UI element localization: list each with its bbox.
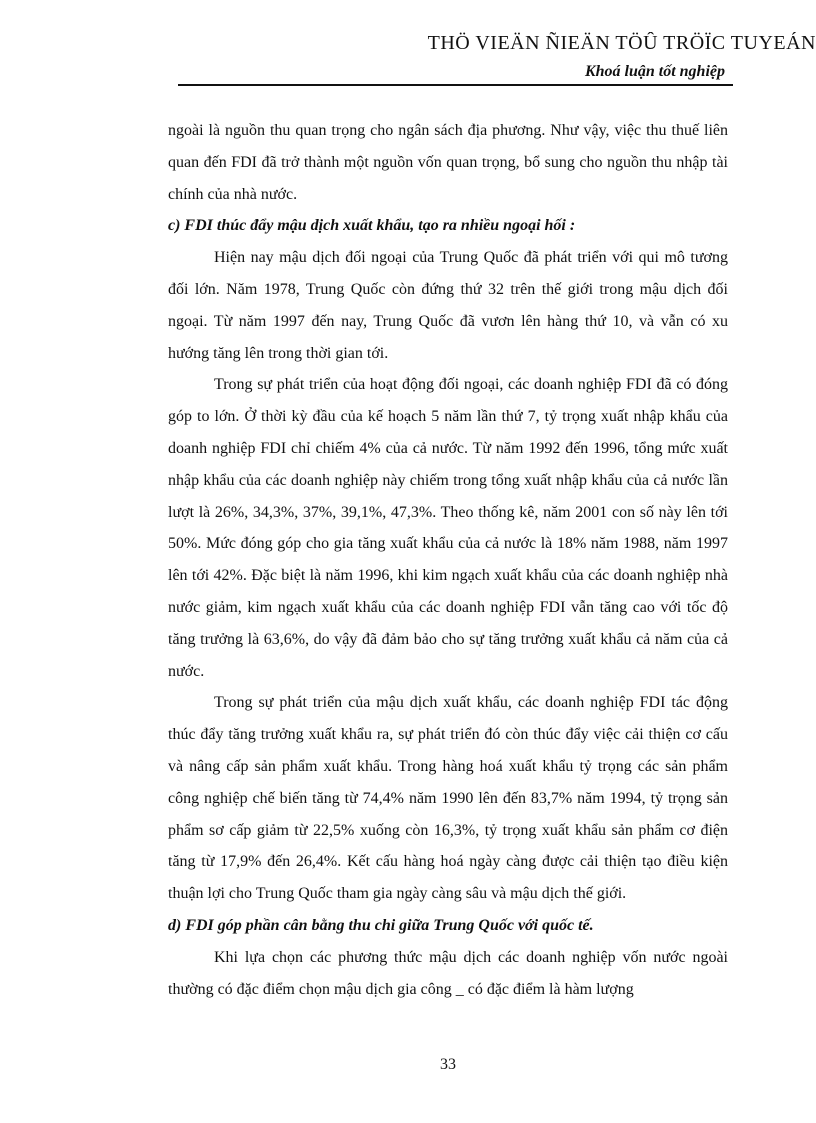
page-number: 33 <box>440 1056 456 1073</box>
body-paragraph: ngoài là nguồn thu quan trọng cho ngân sách địa phương. Như vậy, việc thu thuế liên quan đến FDI đã trở thành một nguồn vốn quan trọng, bổ sung cho nguồn thu nhập tài chính của nhà nước. <box>168 122 728 203</box>
body-paragraph: Trong sự phát triển của mậu dịch xuất khẩu, các doanh nghiệp FDI tác động thúc đẩy tăng trưởng xuất khẩu ra, sự phát triển đó còn thúc đẩy việc cải thiện cơ cấu và nâng cấp sản phẩm xuất khẩu. Trong hàng hoá xuất khẩu tỷ trọng các sản phẩm công nghiệp chế biến tăng từ 74,4% năm 1990 lên đến 83,7% năm 1994, tỷ trọng sản phẩm sơ cấp giảm từ 22,5% xuống còn 16,3%, tỷ trọng xuất khẩu sản phẩm cơ điện tăng từ 17,9% đến 26,4%. Kết cấu hàng hoá ngày càng được cải thiện tạo điều kiện thuận lợi cho Trung Quốc tham gia ngày càng sâu và mậu dịch thế giới. <box>168 694 728 903</box>
section-heading: d) FDI góp phần cân bằng thu chi giữa Trung Quốc với quốc tế. <box>168 916 594 934</box>
page-body <box>168 115 728 1005</box>
page-header-title: THÖ VIEÄN ÑIEÄN TÖÛ TRÖÏC TUYEÁN <box>427 32 816 54</box>
section-heading: c) FDI thúc đẩy mậu dịch xuất khẩu, tạo ra nhiều ngoại hối : <box>168 217 576 235</box>
body-paragraph: Khi lựa chọn các phương thức mậu dịch các doanh nghiệp vốn nước ngoài thường có đặc điểm chọn mậu dịch gia công _ có đặc điểm là hàm lượng <box>168 948 728 998</box>
body-paragraph: Trong sự phát triển của hoạt động đối ngoại, các doanh nghiệp FDI đã có đóng góp to lớn. Ở thời kỳ đầu của kế hoạch 5 năm lần thứ 7, tỷ trọng xuất nhập khẩu của doanh nghiệp FDI chỉ chiếm 4% của cả nước. Từ năm 1992 đến 1996, tổng mức xuất nhập khẩu của các doanh nghiệp này chiếm trong tổng xuất nhập khẩu của cả nước lần lượt là 26%, 34,3%, 37%, 39,1%, 47,3%. Theo thống kê, năm 2001 con số này lên tới 50%. Mức đóng góp cho gia tăng xuất khẩu của cả nước là 18% năm 1988, năm 1997 lên tới 42%. Đặc biệt là năm 1996, khi kim ngạch xuất khẩu của các doanh nghiệp nhà nước giảm, kim ngạch xuất khẩu của các doanh nghiệp FDI vẫn tăng cao với tốc độ tăng trưởng là 63,6%, do vậy đã đảm bảo cho sự tăng trưởng xuất khẩu cả năm của cả nước. <box>168 376 728 680</box>
page-header-subtitle: Khoá luận tốt nghiệp <box>584 63 725 80</box>
header-rule <box>178 84 733 86</box>
body-paragraph: Hiện nay mậu dịch đối ngoại của Trung Quốc đã phát triển với qui mô tương đối lớn. Năm 1978, Trung Quốc còn đứng thứ 32 trên thế giới trong mậu dịch đối ngoại. Từ năm 1997 đến nay, Trung Quốc đã vươn lên hàng thứ 10, và vẫn có xu hướng tăng lên trong thời gian tới. <box>168 249 728 362</box>
